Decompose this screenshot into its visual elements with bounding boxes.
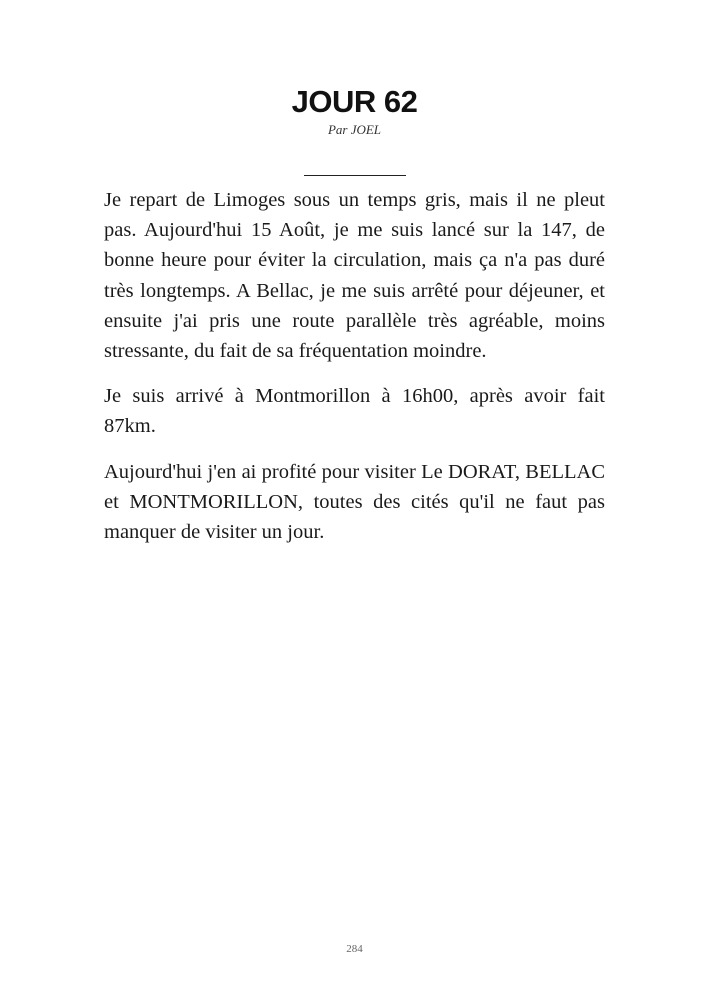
title-divider: [304, 175, 406, 176]
paragraph: Je repart de Limoges sous un temps gris, mais il ne pleut pas. Aujourd'hui 15 Août, je me suis lancé sur la 147, de bonne heure pour éviter la circulation, mais ça n'a pas duré très longtemps. A Bellac, je me suis arrêté pour déjeuner, et ensuite j'ai pris une route parallèle très agréable, moins stressante, du fait de sa fréquentation moindre.: [104, 189, 605, 363]
paragraph: Je suis arrivé à Montmorillon à 16h00, après avoir fait 87km.: [104, 385, 605, 438]
page-title: JOUR 62: [291, 84, 418, 119]
author-byline: Par JOEL: [327, 122, 382, 137]
body-text: [104, 185, 605, 562]
paragraph: Aujourd'hui j'en ai profité pour visiter Le DORAT, BELLAC et MONTMORILLON, toutes des cités qu'il ne faut pas manquer de visiter un jour.: [104, 460, 605, 544]
page-number: 284: [346, 943, 363, 955]
